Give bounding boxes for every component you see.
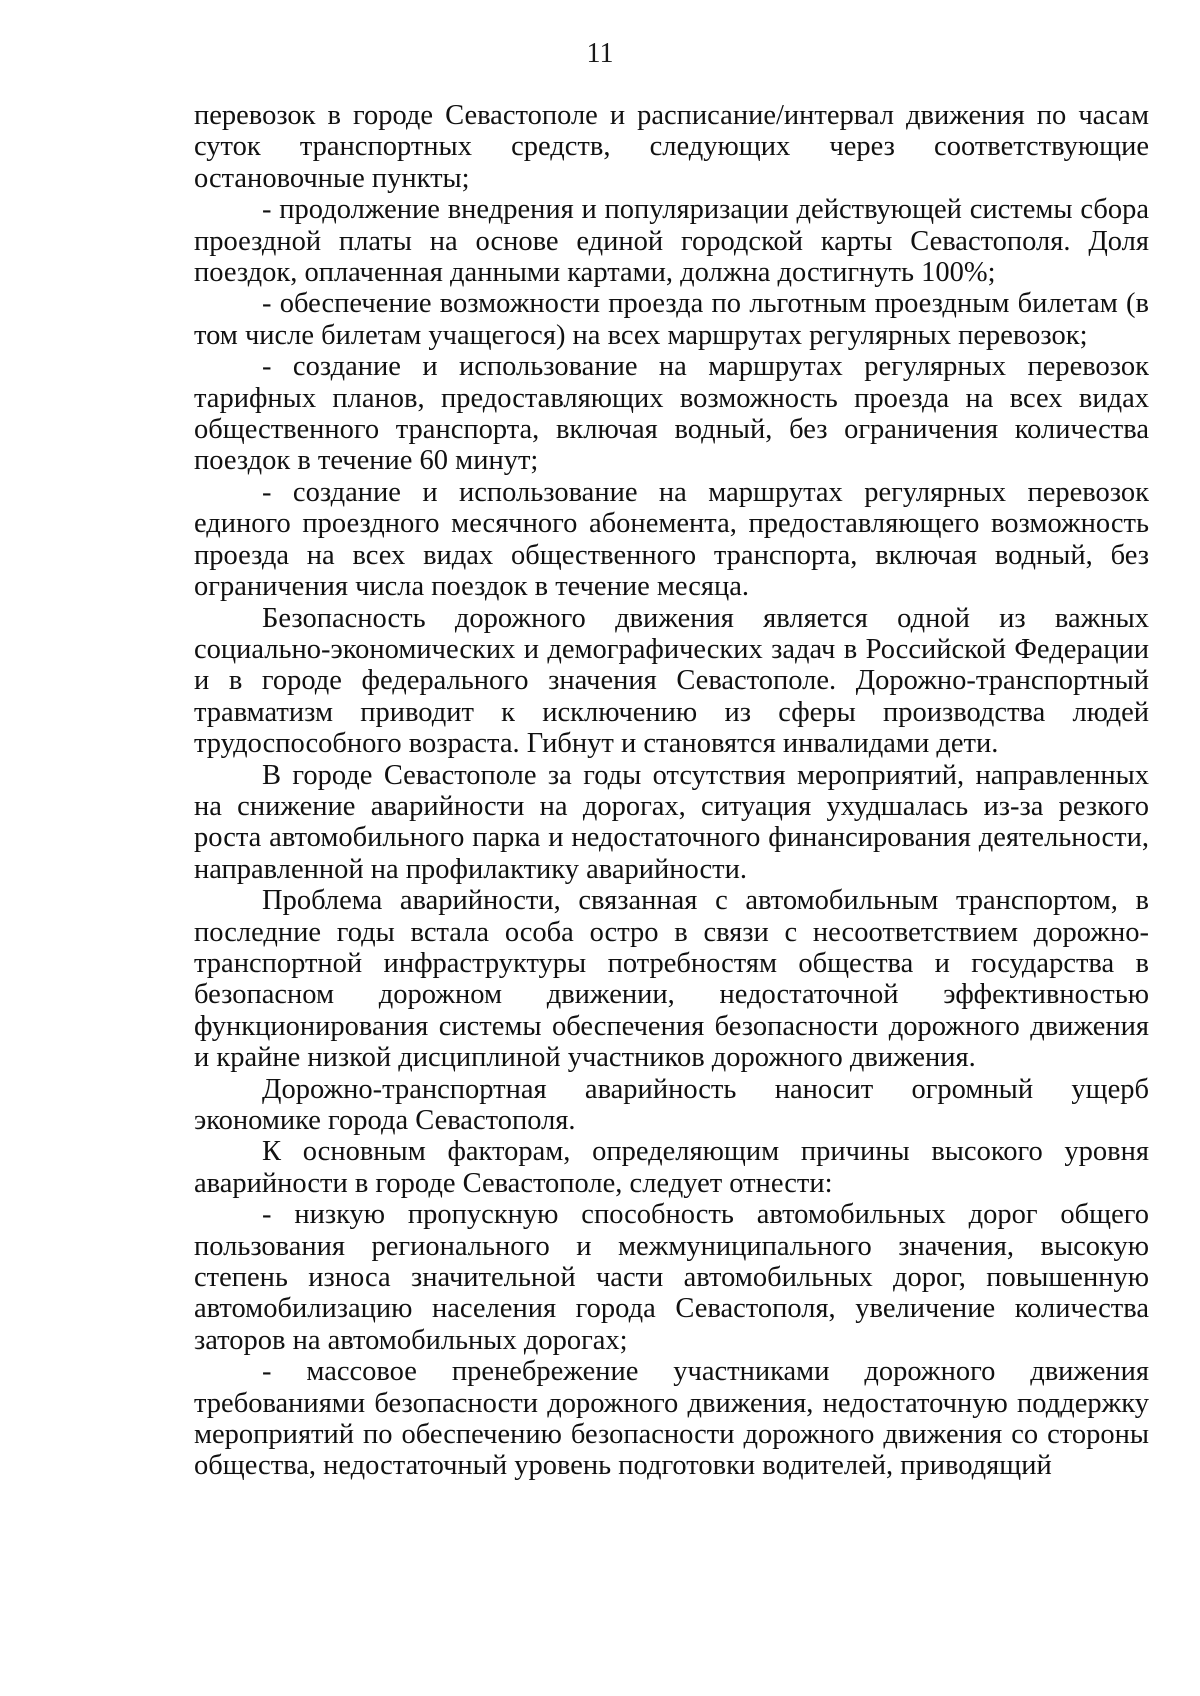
paragraph-main-factors: К основным факторам, определяющим причины высокого уровня аварийности в городе Севастополе, следует отнести: [194, 1136, 1149, 1199]
document-body [194, 100, 1149, 1482]
paragraph-road-capacity: - низкую пропускную способность автомобильных дорог общего пользования регионального и межмуниципального значения, высокую степень износа значительной части автомобильных дорог, повышенную автомобилизацию населения города Севастополя, увеличение количества заторов на автомобильных дорогах; [194, 1199, 1149, 1356]
paragraph-fare-card: - продолжение внедрения и популяризации действующей системы сбора проездной платы на основе единой городской карты Севастополя. Доля поездок, оплаченная данными картами, должна достигнуть 100%; [194, 194, 1149, 289]
paragraph-accident-history: В городе Севастополе за годы отсутствия мероприятий, направленных на снижение аварийности на дорогах, ситуация ухудшалась из-за резкого роста автомобильного парка и недостаточного финансирования деятельности, направленной на профилактику аварийности. [194, 759, 1149, 885]
paragraph-monthly-pass: - создание и использование на маршрутах регулярных перевозок единого проездного месячного абонемента, предоставляющего возможность проезда на всех видах общественного транспорта, включая водный, без ограничения числа поездок в течение месяца. [194, 476, 1149, 603]
paragraph-tariff-plans: - создание и использование на маршрутах регулярных перевозок тарифных планов, предоставляющих возможность проезда на всех видах общественного транспорта, включая водный, без ограничения количества поездок в течение 60 минут; [194, 351, 1149, 477]
paragraph-road-safety: Безопасность дорожного движения является одной из важных социально-экономических и демографических задач в Российской Федерации и в городе федерального значения Севастополе. Дорожно-транспортный травматизм приводит к исключению из сферы производства людей трудоспособного возраста. Гибнут и становятся инвалидами дети. [194, 602, 1149, 760]
paragraph-accident-problem: Проблема аварийности, связанная с автомобильным транспортом, в последние годы встала особа остро в связи с несоответствием дорожно-транспортной инфраструктуры потребностям общества и государства в безопасном дорожном движении, недостаточной эффективностью функционирования системы обеспечения безопасности дорожного движения и крайне низкой дисциплиной участников дорожного движения. [194, 885, 1149, 1074]
paragraph-preferential-tickets: - обеспечение возможности проезда по льготным проездным билетам (в том числе билетам учащегося) на всех маршрутах регулярных перевозок; [194, 288, 1149, 351]
paragraph-safety-neglect: - массовое пренебрежение участниками дорожного движения требованиями безопасности дорожного движения, недостаточную поддержку мероприятий по обеспечению безопасности дорожного движения со стороны общества, недостаточный уровень подготовки водителей, приводящий [194, 1356, 1149, 1482]
page-number: 11 [586, 38, 614, 69]
paragraph-transport-schedule: перевозок в городе Севастополе и расписание/интервал движения по часам суток транспортных средств, следующих через соответствующие остановочные пункты; [194, 100, 1149, 194]
paragraph-economic-damage: Дорожно-транспортная аварийность наносит огромный ущерб экономике города Севастополя. [194, 1073, 1149, 1136]
